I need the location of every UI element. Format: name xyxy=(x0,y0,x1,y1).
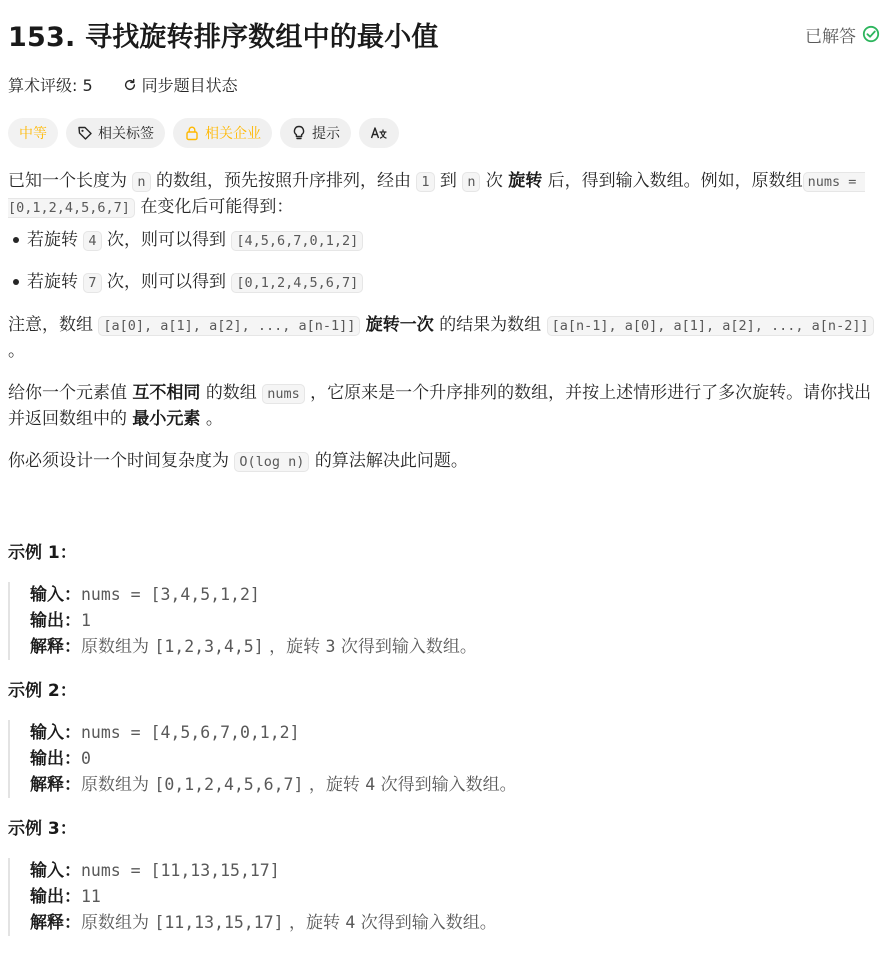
example-explanation-line xyxy=(30,910,878,936)
explanation-value: 4 xyxy=(345,913,356,932)
description-paragraph-1 xyxy=(8,168,878,220)
inline-code: n xyxy=(462,172,480,192)
explanation-text: 次得到输入数组。 xyxy=(380,775,517,795)
bold-text: 互不相同 xyxy=(132,383,201,403)
description-paragraph-2 xyxy=(8,312,878,364)
related-companies-label: 相关企业 xyxy=(205,126,261,142)
text: 。 xyxy=(205,409,223,429)
text: 的数组 xyxy=(205,383,257,403)
example-explanation-line xyxy=(30,634,878,660)
explanation-label: 解释： xyxy=(30,637,81,657)
text: 的结果为数组 xyxy=(439,315,542,335)
output-value: 1 xyxy=(81,611,91,630)
sync-status-button[interactable] xyxy=(123,73,238,96)
bold-text: 旋转一次 xyxy=(365,315,434,335)
explanation-text: 原数组为 xyxy=(81,637,149,657)
text: 的数组，预先按照升序排列，经由 xyxy=(155,171,411,191)
inline-code: n xyxy=(132,172,150,192)
output-value: 0 xyxy=(81,749,91,768)
title-row xyxy=(8,14,880,54)
text: 你必须设计一个时间复杂度为 xyxy=(8,451,229,471)
explanation-text: 原数组为 xyxy=(81,775,149,795)
example-output-line xyxy=(30,746,878,772)
example-output-line xyxy=(30,884,878,910)
input-label: 输入： xyxy=(30,723,81,743)
translate-icon xyxy=(370,125,388,141)
lightbulb-icon xyxy=(291,125,307,141)
example-input-line xyxy=(30,582,878,608)
example-title: 示例 1： xyxy=(8,543,77,563)
text: 后，得到输入数组。例如，原数组 xyxy=(547,171,803,191)
input-value: nums = [4,5,6,7,0,1,2] xyxy=(81,723,300,742)
meta-row xyxy=(8,73,238,96)
explanation-value: [11,13,15,17] xyxy=(154,913,284,932)
check-circle-icon xyxy=(862,25,880,43)
difficulty-label: 中等 xyxy=(19,126,47,142)
text: 次，则可以得到 xyxy=(106,230,226,250)
explanation-label: 解释： xyxy=(30,913,81,933)
text: 次 xyxy=(485,171,503,191)
tag-icon xyxy=(77,125,93,141)
problem-description xyxy=(8,168,878,954)
rotation-examples-list xyxy=(8,224,878,308)
inline-code: 4 xyxy=(83,231,101,251)
explanation-text: 原数组为 xyxy=(81,913,149,933)
inline-code: nums xyxy=(262,384,305,404)
bold-text: 最小元素 xyxy=(132,409,201,429)
input-label: 输入： xyxy=(30,585,81,605)
text: 注意，数组 xyxy=(8,315,93,335)
inline-code: 7 xyxy=(83,273,101,293)
inline-code: O(log n) xyxy=(234,452,309,472)
difficulty-badge[interactable] xyxy=(8,118,58,148)
text: 次，则可以得到 xyxy=(106,272,226,292)
related-tags-button[interactable] xyxy=(66,118,165,148)
output-value: 11 xyxy=(81,887,101,906)
explanation-text: ，旋转 xyxy=(269,637,321,657)
inline-code: nums = [0,1,2,4,5,6,7] xyxy=(8,174,865,216)
input-value: nums = [3,4,5,1,2] xyxy=(81,585,260,604)
input-label: 输入： xyxy=(30,861,81,881)
explanation-label: 解释： xyxy=(30,775,81,795)
description-paragraph-4 xyxy=(8,448,878,474)
text: 若旋转 xyxy=(27,230,78,250)
explanation-value: [0,1,2,4,5,6,7] xyxy=(154,775,304,794)
explanation-text: 次得到输入数组。 xyxy=(360,913,497,933)
output-label: 输出： xyxy=(30,887,81,907)
inline-code: [4,5,6,7,0,1,2] xyxy=(231,231,363,251)
inline-code: [a[n-1], a[0], a[1], a[2], ..., a[n-2]] xyxy=(547,316,874,336)
problem-title[interactable]: 153. 寻找旋转排序数组中的最小值 xyxy=(8,21,439,53)
description-paragraph-3 xyxy=(8,380,878,432)
text: 已知一个长度为 xyxy=(8,171,127,191)
sync-label: 同步题目状态 xyxy=(141,76,238,95)
refresh-icon xyxy=(123,78,137,92)
example-block xyxy=(8,720,878,798)
explanation-value: 4 xyxy=(365,775,376,794)
solved-status xyxy=(805,22,880,47)
inline-code: [a[0], a[1], a[2], ..., a[n-1]] xyxy=(98,316,360,336)
output-label: 输出： xyxy=(30,611,81,631)
explanation-text: ，旋转 xyxy=(288,913,340,933)
text: 。 xyxy=(8,341,25,361)
text: 到 xyxy=(439,171,457,191)
list-item xyxy=(8,266,878,308)
tag-row xyxy=(8,118,399,148)
rating-label: 算术评级: 5 xyxy=(8,76,93,95)
example-title: 示例 2： xyxy=(8,681,77,701)
text: ，它原来是一个升序排列的数组，并按上述情形进行了多次旋转。请你找出并返回数组中的 xyxy=(8,383,872,429)
example-input-line xyxy=(30,720,878,746)
output-label: 输出： xyxy=(30,749,81,769)
text: 给你一个元素值 xyxy=(8,383,127,403)
example-block xyxy=(8,582,878,660)
translate-button[interactable] xyxy=(359,118,399,148)
example-block xyxy=(8,858,878,936)
list-item xyxy=(8,224,878,266)
solved-label: 已解答 xyxy=(805,26,856,47)
explanation-text: 次得到输入数组。 xyxy=(340,637,477,657)
example-output-line xyxy=(30,608,878,634)
explanation-value: [1,2,3,4,5] xyxy=(154,637,264,656)
input-value: nums = [11,13,15,17] xyxy=(81,861,280,880)
text: 若旋转 xyxy=(27,272,78,292)
related-companies-button[interactable] xyxy=(173,118,272,148)
example-explanation-line xyxy=(30,772,878,798)
inline-code: 1 xyxy=(416,172,434,192)
example-input-line xyxy=(30,858,878,884)
explanation-text: ，旋转 xyxy=(308,775,360,795)
hint-button[interactable] xyxy=(280,118,351,148)
example-title: 示例 3： xyxy=(8,819,77,839)
lock-icon xyxy=(184,125,200,141)
text: 的算法解决此问题。 xyxy=(314,451,468,471)
hint-label: 提示 xyxy=(312,126,340,142)
related-tags-label: 相关标签 xyxy=(98,126,154,142)
text: 在变化后可能得到： xyxy=(140,197,294,217)
inline-code: [0,1,2,4,5,6,7] xyxy=(231,273,363,293)
explanation-value: 3 xyxy=(325,637,336,656)
bold-text: 旋转 xyxy=(508,171,543,191)
